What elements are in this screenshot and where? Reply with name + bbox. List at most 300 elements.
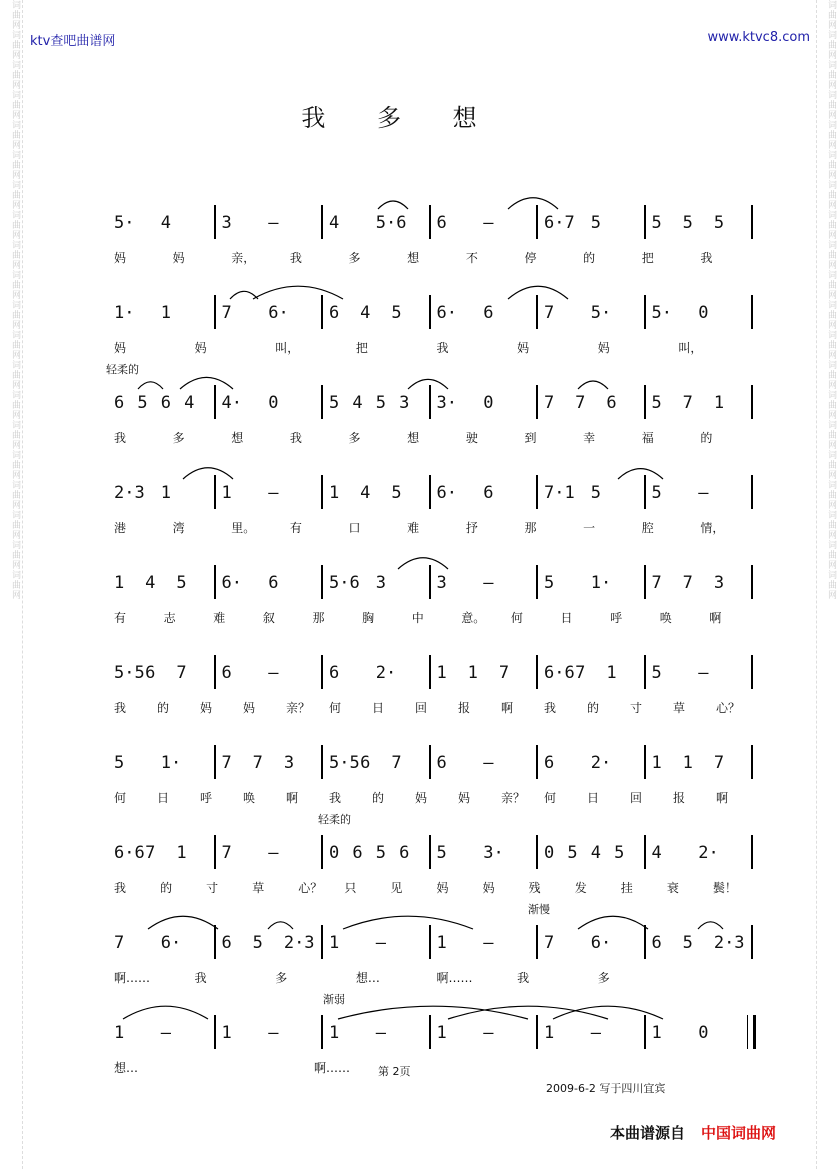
note: 3 xyxy=(713,573,725,593)
note: 5 xyxy=(651,663,662,683)
lyric-word: 驶 xyxy=(465,431,478,445)
slur-marks xyxy=(108,459,753,483)
lyric-word: 福 xyxy=(641,431,654,445)
lyric-word: 妈 xyxy=(597,341,610,355)
lyric-word: 多 xyxy=(348,251,361,265)
note: 1 xyxy=(651,753,662,773)
note: 6 xyxy=(360,753,371,773)
note: 6· xyxy=(221,573,242,593)
note: 7 xyxy=(221,753,232,773)
note: 6 xyxy=(544,753,555,773)
note: 4· xyxy=(221,393,242,413)
note: 0 xyxy=(483,393,494,413)
note: 3 xyxy=(399,393,410,413)
lyric-word: 啊…… xyxy=(314,1061,351,1075)
slur xyxy=(408,379,448,389)
note: 4 xyxy=(184,393,195,413)
note: 5 xyxy=(137,393,148,413)
note: – xyxy=(698,663,709,683)
note: 3· xyxy=(483,843,504,863)
lyric-word: 残 xyxy=(528,881,541,895)
note: 5·5 xyxy=(114,663,145,683)
note: – xyxy=(268,663,279,683)
lyric-word: 日 xyxy=(560,611,573,625)
note: 1 xyxy=(651,1023,662,1043)
lyric-word: 啊…… xyxy=(436,971,473,985)
note: 3· xyxy=(436,393,457,413)
slur xyxy=(553,1006,663,1019)
note: 6 xyxy=(221,933,232,953)
lyric-word: 呼 xyxy=(200,791,213,805)
note: 1 xyxy=(160,483,171,503)
note: 1 xyxy=(329,1023,340,1043)
note: 0 xyxy=(544,843,555,863)
lyric-word: 有 xyxy=(289,521,302,535)
lyric-word: 的 xyxy=(700,431,713,445)
lyric-word: 腔 xyxy=(641,521,654,535)
lyric-word: 亲？ xyxy=(286,701,311,715)
lyric-word: 草 xyxy=(673,701,686,715)
note: 2·3 xyxy=(713,933,745,953)
lyric-word: 何 xyxy=(544,791,557,805)
note: 6 xyxy=(436,753,447,773)
note: 1 xyxy=(467,663,478,683)
lyric-word: 亲？ xyxy=(501,791,526,805)
lyric-word: 亲， xyxy=(231,251,256,265)
note: 7 xyxy=(498,663,510,683)
note: 3 xyxy=(436,573,447,593)
expression-mark: 渐慢 xyxy=(528,903,550,916)
lyrics-line xyxy=(108,339,753,357)
lyric-word: 到 xyxy=(524,431,537,445)
lyric-word: 寸 xyxy=(630,701,643,715)
lyric-word: 我 xyxy=(194,971,207,985)
note: 6· xyxy=(160,933,182,953)
lyric-word: 何 xyxy=(114,791,127,805)
lyric-word: 挂 xyxy=(620,881,633,895)
lyrics-line xyxy=(108,429,753,447)
note: 6·6 xyxy=(114,843,145,863)
notes-line xyxy=(108,835,753,871)
header-site-name[interactable]: ktv查吧曲谱网 xyxy=(30,34,116,49)
note: – xyxy=(698,483,709,503)
note: 1 xyxy=(436,933,447,953)
lyric-word: 啊 xyxy=(709,611,722,625)
notes-line xyxy=(108,565,753,601)
lyrics-line xyxy=(108,789,753,807)
note: 0 xyxy=(698,1023,709,1043)
source-credit xyxy=(610,1122,776,1143)
notes-line xyxy=(108,385,753,421)
note: 6· xyxy=(268,303,289,323)
note: 7 xyxy=(252,753,263,773)
lyric-word: 啊…… xyxy=(114,971,151,985)
note: 4 xyxy=(145,573,156,593)
note: 2·3 xyxy=(114,483,145,503)
notes-line xyxy=(108,1015,753,1051)
slur xyxy=(230,291,258,299)
lyric-word: 日 xyxy=(372,701,385,715)
slur xyxy=(123,1006,208,1019)
lyric-word: 的 xyxy=(372,791,385,805)
slur-marks xyxy=(108,999,753,1023)
source-site[interactable]: 中国词曲网 xyxy=(701,1124,777,1142)
slur-marks xyxy=(108,189,753,213)
notes-line xyxy=(108,925,753,961)
lyric-word: 妈 xyxy=(172,251,185,265)
note: 7 xyxy=(713,753,725,773)
lyrics-line xyxy=(108,249,753,267)
note: 0 xyxy=(268,393,279,413)
lyric-word: 港 xyxy=(114,521,127,535)
lyric-word: 多 xyxy=(172,431,185,445)
lyric-word: 想… xyxy=(114,1061,139,1075)
note: 5 xyxy=(391,483,402,503)
note: 6 xyxy=(145,663,156,683)
note: 7·1 xyxy=(544,483,575,503)
slur xyxy=(578,916,648,929)
song-title: 我 多 想 xyxy=(301,104,499,132)
note: 2· xyxy=(375,663,397,683)
lyric-word: 妈 xyxy=(194,341,207,355)
note: – xyxy=(160,1023,171,1043)
slur-marks xyxy=(108,549,753,573)
note: 1· xyxy=(114,303,135,323)
lyrics-line xyxy=(108,879,753,897)
note: 6 xyxy=(352,843,363,863)
note: 5· xyxy=(651,303,672,323)
note: 1 xyxy=(682,753,693,773)
lyric-word: 妈 xyxy=(114,251,127,265)
note: 1· xyxy=(590,573,612,593)
note: 7 xyxy=(544,303,555,323)
note: 0 xyxy=(698,303,709,323)
lyric-word: 日 xyxy=(587,791,600,805)
lyric-word: 把 xyxy=(355,341,368,355)
note: 5 xyxy=(590,483,601,503)
notes-line xyxy=(108,655,753,691)
note: 5 xyxy=(590,213,601,233)
lyric-word: 我 xyxy=(114,431,127,445)
note: 1 xyxy=(221,1023,232,1043)
lyric-word: 何 xyxy=(329,701,342,715)
lyric-word: 意。 xyxy=(461,611,486,625)
lyric-word: 妈 xyxy=(517,341,530,355)
lyric-word: 啊 xyxy=(716,791,729,805)
note: 5·5 xyxy=(329,753,360,773)
note: 5 xyxy=(682,213,693,233)
slur xyxy=(343,916,473,929)
lyric-word: 叙 xyxy=(262,611,275,625)
slur xyxy=(253,286,343,299)
lyric-word: 情， xyxy=(700,521,725,535)
slur xyxy=(578,381,608,389)
note: 6· xyxy=(590,933,612,953)
note: 2· xyxy=(698,843,719,863)
composition-date: 2009-6-2 写于四川宜宾 xyxy=(546,1082,666,1095)
note: 6 xyxy=(399,843,410,863)
note: 4 xyxy=(360,483,371,503)
lyric-word: 难 xyxy=(213,611,226,625)
slur xyxy=(618,469,663,479)
note: 5 xyxy=(651,213,662,233)
notes-line xyxy=(108,475,753,511)
lyrics-line xyxy=(108,609,753,627)
note: 7 xyxy=(682,393,693,413)
lyric-word: 湾 xyxy=(172,521,185,535)
note: 2·3 xyxy=(283,933,315,953)
lyric-word: 多 xyxy=(348,431,361,445)
note: 5 xyxy=(375,843,386,863)
page-number: 第 2页 xyxy=(378,1065,411,1078)
slur xyxy=(148,916,218,929)
note: 3 xyxy=(375,573,386,593)
note: 7 xyxy=(575,663,586,683)
note: 1 xyxy=(606,663,617,683)
lyric-word: 多 xyxy=(275,971,288,985)
note: 4 xyxy=(329,213,340,233)
note: 1 xyxy=(160,303,171,323)
lyric-word: 啊 xyxy=(286,791,299,805)
note: – xyxy=(268,213,279,233)
slur xyxy=(398,558,448,569)
lyric-word: 衰 xyxy=(666,881,679,895)
note: 5 xyxy=(375,393,386,413)
note: 7 xyxy=(682,573,693,593)
note: 5 xyxy=(391,303,402,323)
note: 7 xyxy=(221,843,232,863)
note: 5·6 xyxy=(329,573,360,593)
lyric-word: 志 xyxy=(163,611,176,625)
side-watermark-right: 词曲网词曲网词曲网词曲网词曲网词曲网词曲网词曲网词曲网词曲网词曲网词曲网词曲网词曲网词曲网词曲网词曲网词曲网词曲网词曲网 xyxy=(826,0,836,600)
note: 0 xyxy=(329,843,340,863)
lyric-word: 想 xyxy=(407,431,420,445)
notes-line xyxy=(108,295,753,331)
slur xyxy=(138,382,163,389)
note: 7 xyxy=(544,393,555,413)
lyric-word: 难 xyxy=(407,521,420,535)
note: 5 xyxy=(329,393,340,413)
notes-line xyxy=(108,745,753,781)
note: – xyxy=(483,213,494,233)
right-border xyxy=(816,0,818,1169)
note: 6· xyxy=(436,303,457,323)
note: 7 xyxy=(391,753,402,773)
note: – xyxy=(483,1023,494,1043)
note: 6·7 xyxy=(544,213,575,233)
note: 5· xyxy=(590,303,612,323)
note: 6 xyxy=(114,393,125,413)
note: 6 xyxy=(221,663,232,683)
lyric-word: 报 xyxy=(673,791,686,805)
expression-mark: 轻柔的 xyxy=(318,813,351,826)
note: 5 xyxy=(651,393,662,413)
lyric-word: 唤 xyxy=(243,791,256,805)
lyric-word: 叫， xyxy=(275,341,300,355)
lyric-word: 里。 xyxy=(231,521,256,535)
note: 6· xyxy=(436,483,457,503)
expression-mark: 轻柔的 xyxy=(106,363,139,376)
lyric-word: 我 xyxy=(289,431,302,445)
expression-mark: 渐弱 xyxy=(323,993,345,1006)
note: 6·6 xyxy=(544,663,575,683)
lyric-word: 妈 xyxy=(458,791,471,805)
lyric-word: 妈 xyxy=(482,881,495,895)
lyric-word: 日 xyxy=(157,791,170,805)
note: 7 xyxy=(575,393,586,413)
lyric-word: 中 xyxy=(411,611,424,625)
lyric-word: 的 xyxy=(587,701,600,715)
left-border xyxy=(22,0,24,1169)
note: 5 xyxy=(651,483,662,503)
note: 5 xyxy=(114,753,125,773)
slur-marks xyxy=(108,819,753,843)
note: 4 xyxy=(160,213,171,233)
note: 7 xyxy=(221,303,232,323)
lyrics-line xyxy=(108,699,753,717)
note: 3 xyxy=(221,213,232,233)
note: 1 xyxy=(713,393,725,413)
lyric-word: 心？ xyxy=(716,701,741,715)
header-site-url[interactable]: www.ktvc8.com xyxy=(707,30,810,45)
lyric-word: 的 xyxy=(160,881,173,895)
note: 7 xyxy=(114,933,125,953)
note: 5 xyxy=(544,573,555,593)
lyric-word: 不 xyxy=(465,251,478,265)
note: 6 xyxy=(483,303,494,323)
slur xyxy=(698,922,723,929)
lyric-word: 我 xyxy=(114,881,127,895)
note: 7 xyxy=(651,573,662,593)
lyric-word: 的 xyxy=(583,251,596,265)
note: 4 xyxy=(352,393,363,413)
note: 6 xyxy=(651,933,662,953)
note: 4 xyxy=(360,303,371,323)
note: 7 xyxy=(544,933,555,953)
note: – xyxy=(268,843,279,863)
lyric-word: 一 xyxy=(583,521,596,535)
lyric-word: 那 xyxy=(312,611,325,625)
lyric-word: 寸 xyxy=(206,881,219,895)
lyric-word: 抒 xyxy=(465,521,478,535)
note: 1· xyxy=(160,753,182,773)
note: 7 xyxy=(176,663,187,683)
slur-marks xyxy=(108,639,753,663)
note: 6 xyxy=(160,393,171,413)
slur-marks xyxy=(108,909,753,933)
note: 5 xyxy=(682,933,693,953)
note: – xyxy=(268,1023,279,1043)
lyric-word: 我 xyxy=(289,251,302,265)
note: 1 xyxy=(436,1023,447,1043)
lyric-word: 把 xyxy=(641,251,654,265)
lyric-word: 妈 xyxy=(243,701,256,715)
note: 3 xyxy=(283,753,295,773)
slur xyxy=(378,201,408,209)
lyric-word: 报 xyxy=(458,701,471,715)
note: 1 xyxy=(436,663,447,683)
lyric-word: 我 xyxy=(517,971,530,985)
note: 6 xyxy=(329,303,340,323)
note: – xyxy=(375,1023,386,1043)
lyric-word: 想 xyxy=(407,251,420,265)
note: 5·6 xyxy=(375,213,407,233)
note: 7 xyxy=(145,843,156,863)
lyric-word: 幸 xyxy=(583,431,596,445)
note: 4 xyxy=(651,843,662,863)
note: 1 xyxy=(329,933,340,953)
lyric-word: 想 xyxy=(231,431,244,445)
lyric-word: 妈 xyxy=(436,881,449,895)
note: 6 xyxy=(606,393,617,413)
note: 5 xyxy=(252,933,263,953)
note: 6 xyxy=(268,573,279,593)
lyric-word: 我 xyxy=(114,701,127,715)
source-label: 本曲谱源自 xyxy=(610,1124,686,1142)
slur xyxy=(180,377,233,389)
lyric-word: 口 xyxy=(348,521,361,535)
note: 4 xyxy=(590,843,601,863)
slur xyxy=(183,468,233,479)
lyric-word: 妈 xyxy=(415,791,428,805)
note: 5 xyxy=(436,843,447,863)
lyric-word: 的 xyxy=(157,701,170,715)
note: 6 xyxy=(436,213,447,233)
note: 1 xyxy=(176,843,187,863)
lyric-word: 回 xyxy=(415,701,428,715)
note: – xyxy=(268,483,279,503)
lyric-word: 回 xyxy=(630,791,643,805)
lyric-word: 妈 xyxy=(200,701,213,715)
lyrics-line xyxy=(108,519,753,537)
note: 5 xyxy=(614,843,625,863)
lyric-word: 我 xyxy=(544,701,557,715)
lyric-word: 我 xyxy=(700,251,713,265)
slur-marks xyxy=(108,279,753,303)
lyrics-line xyxy=(108,1059,753,1077)
lyrics-line xyxy=(108,969,753,987)
note: 2· xyxy=(590,753,612,773)
lyric-word: 想… xyxy=(355,971,380,985)
note: 6 xyxy=(483,483,494,503)
note: 6 xyxy=(329,663,340,683)
note: – xyxy=(483,753,494,773)
lyric-word: 那 xyxy=(524,521,537,535)
side-watermark-left: 词曲网词曲网词曲网词曲网词曲网词曲网词曲网词曲网词曲网词曲网词曲网词曲网词曲网词曲网词曲网词曲网词曲网词曲网词曲网词曲网 xyxy=(10,0,20,600)
note: – xyxy=(483,933,494,953)
note: – xyxy=(483,573,494,593)
lyric-word: 见 xyxy=(390,881,403,895)
slur-marks xyxy=(108,729,753,753)
lyric-word: 鬓！ xyxy=(712,881,737,895)
slur xyxy=(508,198,558,209)
slur-marks xyxy=(108,369,753,393)
note: – xyxy=(590,1023,601,1043)
notes-line xyxy=(108,205,753,241)
note: 1 xyxy=(221,483,232,503)
lyric-word: 多 xyxy=(597,971,610,985)
lyric-word: 唤 xyxy=(659,611,672,625)
slur xyxy=(508,286,568,299)
lyric-word: 我 xyxy=(436,341,449,355)
note: 1 xyxy=(114,1023,125,1043)
lyric-word: 我 xyxy=(329,791,342,805)
lyric-word: 啊 xyxy=(501,701,514,715)
lyric-word: 胸 xyxy=(362,611,375,625)
note: 5 xyxy=(176,573,187,593)
note: 1 xyxy=(329,483,340,503)
note: 5 xyxy=(713,213,725,233)
